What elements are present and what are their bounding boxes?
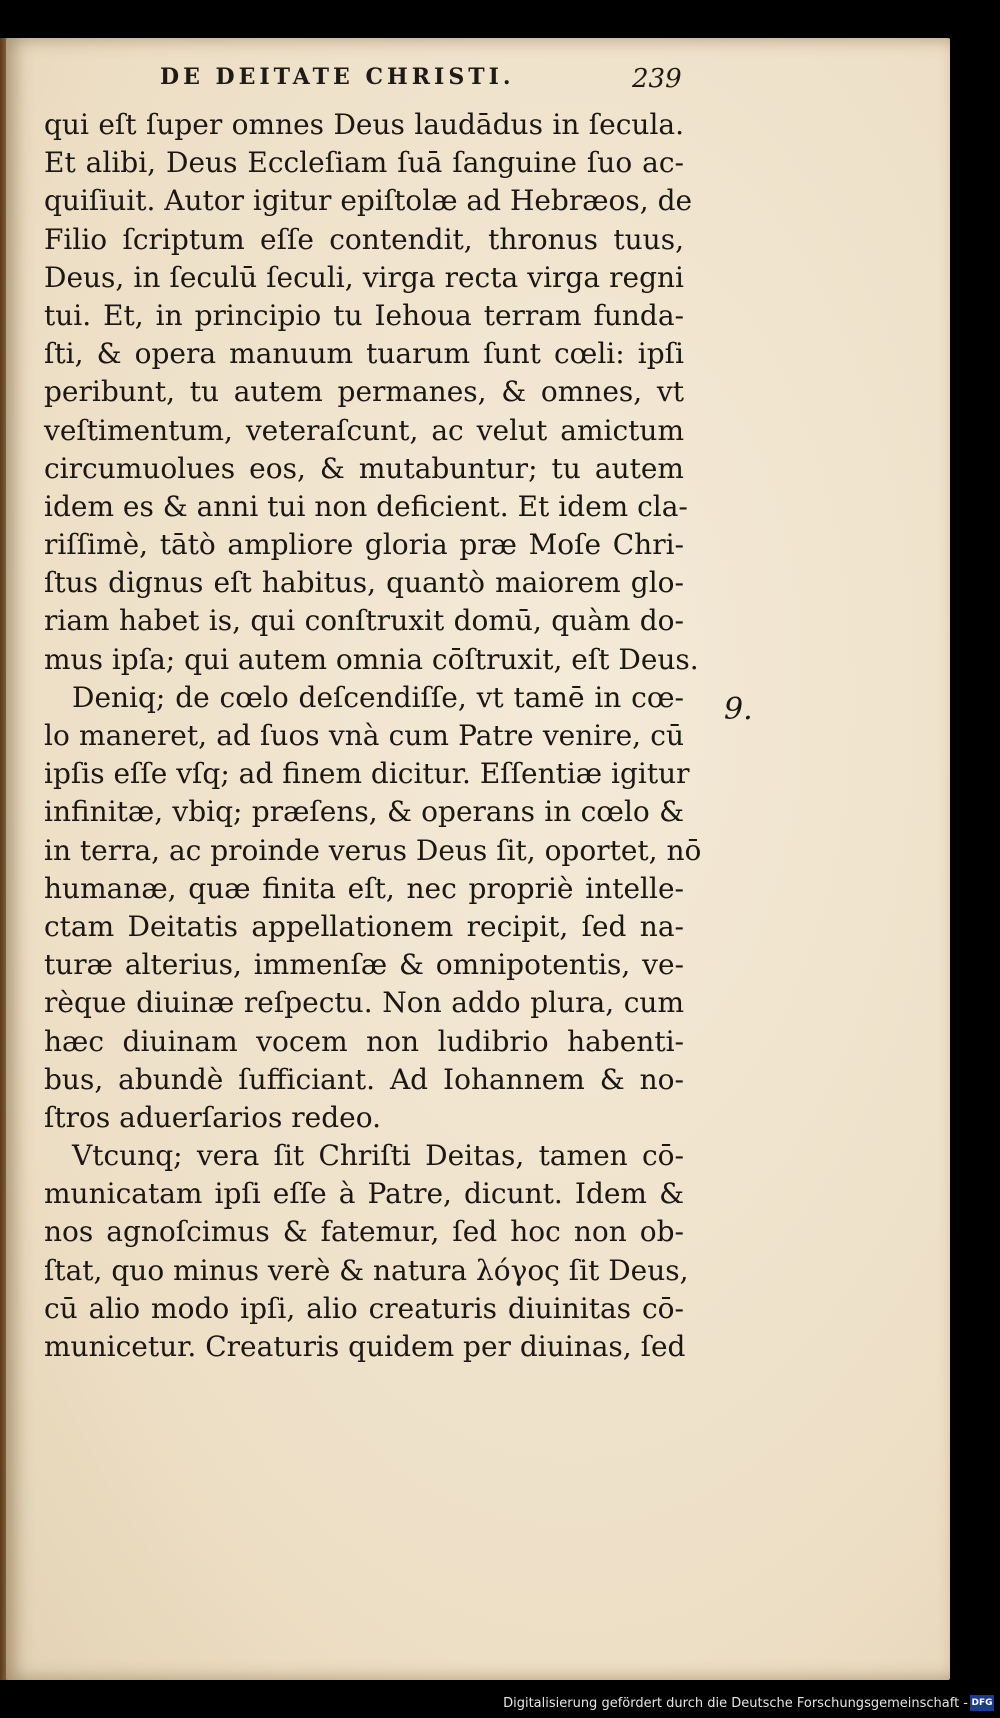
text-line: ſti, & opera manuum tuarum ſunt cœli: ipſi [44, 337, 684, 371]
running-head: DE DEITATE CHRISTI. [160, 64, 515, 90]
text-line: quiſiuit. Autor igitur epiſtolæ ad Hebræos, de [44, 184, 693, 218]
text-line: in terra, ac proinde verus Deus ſit, oportet, nō [44, 833, 702, 867]
text-line: ſtros aduerſarios redeo. [44, 1100, 381, 1134]
text-line: turæ alterius, immenſæ & omnipotentis, ve- [44, 948, 684, 982]
text-line: ſtat, quo minus verè & natura λόγος ſit Deus, [44, 1253, 689, 1287]
text-line: ctam Deitatis appellationem recipit, ſed na- [44, 909, 684, 943]
text-line: riſſimè, tātò ampliore gloria præ Moſe Chri- [44, 528, 684, 562]
text-line: qui eſt ſuper omnes Deus laudādus in ſecula. [44, 108, 684, 141]
text-line: ipſis eſſe vſq; ad finem dicitur. Eſſentiæ igitur [44, 757, 690, 791]
text-line: circumuolues eos, & mutabuntur; tu autem [44, 451, 684, 485]
text-line: infinitæ, vbiq; præſens, & operans in cœlo & [44, 795, 684, 829]
text-line: hæc diuinam vocem non ludibrio habenti- [44, 1024, 684, 1058]
text-line: Et alibi, Deus Eccleſiam ſuā ſanguine ſuo ac- [44, 146, 684, 180]
text-line: Vtcunq; vera ſit Chriſti Deitas, tamen cō- [72, 1139, 684, 1173]
text-line: lo maneret, ad ſuos vnà cum Patre venire, cū [44, 719, 684, 752]
digitization-footer [0, 1690, 1000, 1718]
text-line: bus, abundè ſufficiant. Ad Iohannem & no- [44, 1062, 684, 1096]
text-line: tui. Et, in principio tu Iehoua terram funda- [44, 298, 684, 332]
page-header [0, 64, 1000, 104]
page-number: 239 [632, 64, 682, 94]
text-line: nos agnoſcimus & fatemur, ſed hoc non ob- [44, 1215, 684, 1249]
margin-note: 9. [724, 692, 753, 727]
text-line: riam habet is, qui conſtruxit domū, quàm do- [44, 604, 684, 638]
text-line: idem es & anni tui non deficient. Et idem cla- [44, 489, 688, 523]
footer-credit: Digitalisierung gefördert durch die Deutsche Forschungsgemeinschaft - [503, 1696, 968, 1711]
text-line: Deus, in ſeculū ſeculi, virga recta virga regni [44, 260, 684, 294]
text-line: municatam ipſi eſſe à Patre, dicunt. Idem & [44, 1177, 684, 1211]
text-line: cū alio modo ipſi, alio creaturis diuinitas cō- [44, 1291, 684, 1325]
body-text [44, 106, 702, 1366]
text-line: Filio ſcriptum eſſe contendit, thronus tuus, [44, 222, 684, 256]
text-line: municetur. Creaturis quidem per diuinas, ſed [44, 1330, 686, 1363]
text-line: humanæ, quæ finita eſt, nec propriè intelle- [44, 871, 684, 905]
text-line: Deniq; de cœlo deſcendiſſe, vt tamē in cœ- [72, 680, 684, 714]
text-line: mus ipſa; qui autem omnia cōſtruxit, eſt Deus. [44, 642, 699, 676]
text-line: peribunt, tu autem permanes, & omnes, vt [44, 375, 684, 409]
dfg-logo-icon: DFG [970, 1695, 994, 1711]
text-line: veſtimentum, veteraſcunt, ac velut amictum [44, 413, 684, 447]
text-line: rèque diuinæ reſpectu. Non addo plura, cum [44, 986, 684, 1020]
text-line: ſtus dignus eſt habitus, quantò maiorem glo- [44, 566, 684, 600]
